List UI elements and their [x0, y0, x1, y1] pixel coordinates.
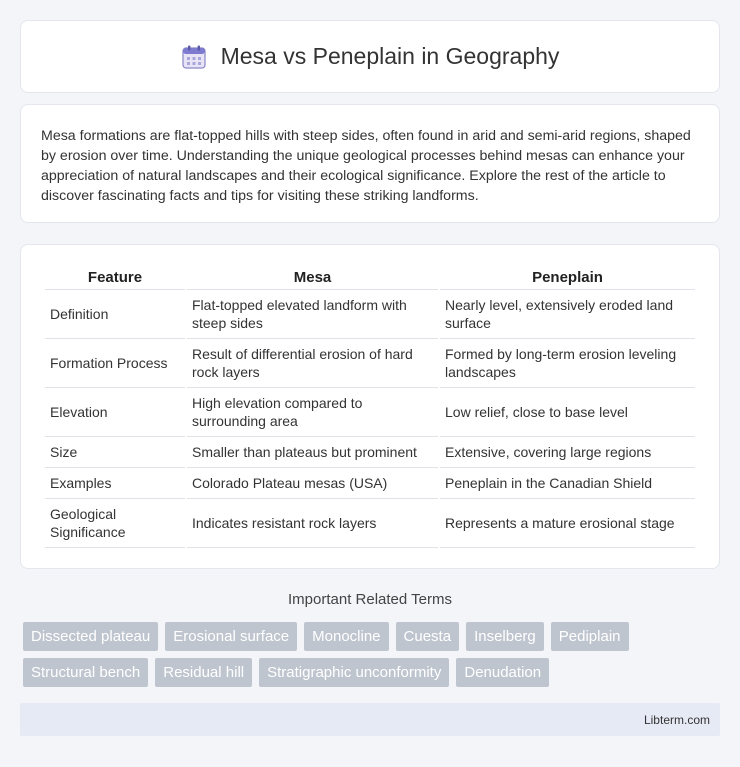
footer-site-link[interactable]: Libterm.com	[643, 712, 710, 727]
table-row	[45, 388, 695, 437]
related-term-chip[interactable]: Inselberg	[466, 622, 544, 651]
table-cell: High elevation compared to surrounding area	[187, 388, 438, 437]
related-term-chip[interactable]: Erosional surface	[165, 622, 297, 651]
related-term-chip[interactable]: Denudation	[456, 658, 549, 687]
intro-card	[20, 104, 720, 223]
table-cell: Extensive, covering large regions	[440, 437, 695, 468]
table-cell: Colorado Plateau mesas (USA)	[187, 468, 438, 499]
table-cell: Examples	[45, 468, 185, 499]
table-cell: Geological Significance	[45, 499, 185, 548]
related-terms-title: Important Related Terms	[288, 591, 452, 608]
intro-paragraph: Mesa formations are flat-topped hills with steep sides, often found in arid and semi-arid regions, shaped by erosion over time. Understanding the unique geological processes behind mesas can enhance your appreciation of natural landscapes and their ecological significance. Explore the rest of the article to discover fascinating facts and tips for visiting these striking landforms.	[41, 128, 691, 204]
table-cell: Formed by long-term erosion leveling landscapes	[440, 339, 695, 388]
table-cell: Peneplain in the Canadian Shield	[440, 468, 695, 499]
related-term-chip[interactable]: Structural bench	[23, 658, 148, 687]
related-term-chip[interactable]: Stratigraphic unconformity	[259, 658, 449, 687]
table-row	[45, 468, 695, 499]
table-cell: Indicates resistant rock layers	[187, 499, 438, 548]
table-cell: Low relief, close to base level	[440, 388, 695, 437]
table-row	[45, 290, 695, 339]
related-term-chip[interactable]: Dissected plateau	[23, 622, 158, 651]
column-header-mesa: Mesa	[187, 265, 438, 290]
table-cell: Represents a mature erosional stage	[440, 499, 695, 548]
column-header-feature: Feature	[45, 265, 185, 290]
related-term-chip[interactable]: Cuesta	[396, 622, 460, 651]
comparison-card	[20, 244, 720, 569]
table-row	[45, 339, 695, 388]
table-cell: Result of differential erosion of hard rock layers	[187, 339, 438, 388]
column-header-peneplain: Peneplain	[440, 265, 695, 290]
table-cell: Elevation	[45, 388, 185, 437]
comparison-table	[43, 265, 697, 548]
page-title: Mesa vs Peneplain in Geography	[220, 43, 560, 69]
table-cell: Definition	[45, 290, 185, 339]
footer-bar	[20, 703, 720, 736]
table-cell: Formation Process	[45, 339, 185, 388]
header-card	[20, 20, 720, 93]
related-terms-list	[23, 622, 723, 687]
table-cell: Smaller than plateaus but prominent	[187, 437, 438, 468]
related-term-chip[interactable]: Monocline	[304, 622, 388, 651]
related-term-chip[interactable]: Residual hill	[155, 658, 252, 687]
related-term-chip[interactable]: Pediplain	[551, 622, 629, 651]
table-cell: Nearly level, extensively eroded land surface	[440, 290, 695, 339]
table-cell: Size	[45, 437, 185, 468]
table-header-row	[45, 265, 695, 290]
table-row	[45, 499, 695, 548]
table-row	[45, 437, 695, 468]
calendar-icon	[181, 44, 207, 70]
table-cell: Flat-topped elevated landform with steep sides	[187, 290, 438, 339]
